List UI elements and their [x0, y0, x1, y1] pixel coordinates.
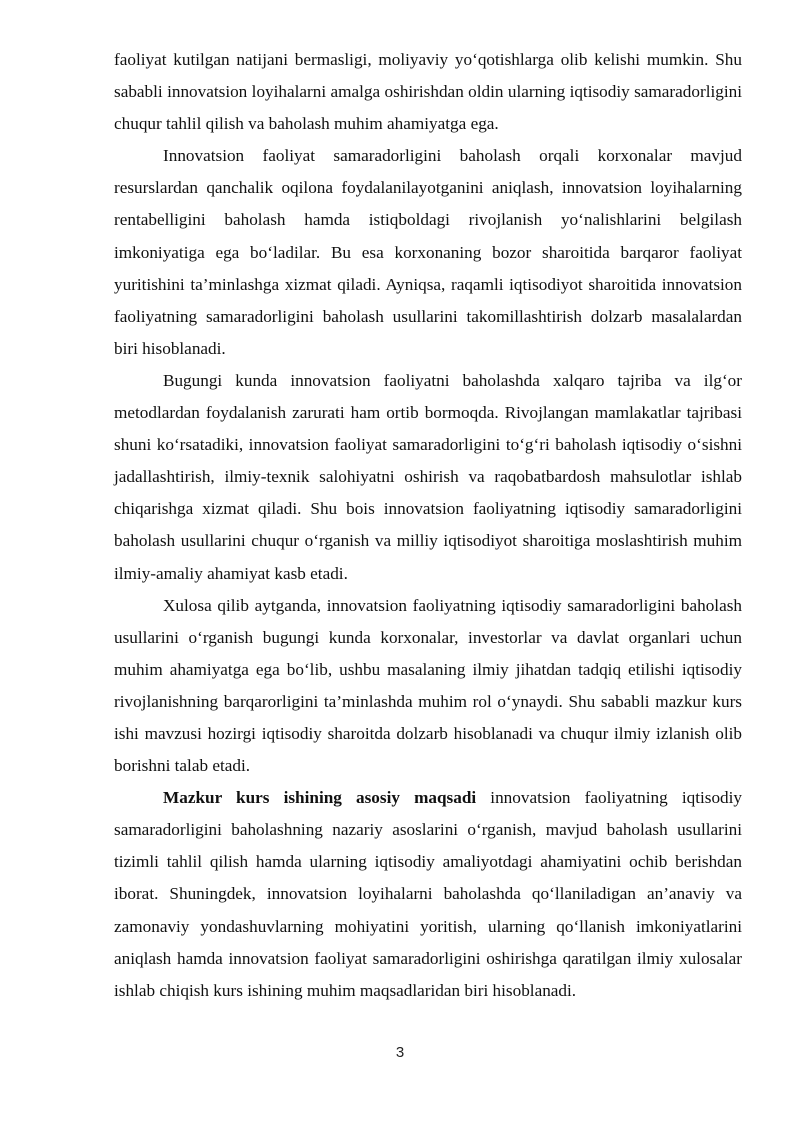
page-number: 3 [395, 1044, 405, 1061]
paragraph-conclusion: Xulosa qilib aytganda, innovatsion faoliyatning iqtisodiy samaradorligini baholash usullarini o‘rganish bugungi kunda korxonalar, investorlar va davlat organlari uchun muhim ahamiyatga ega bo‘lib, ushbu masalaning ilmiy jihatdan tadqiq etilishi iqtisodiy rivojlanishning barqarorligini ta’minlashda muhim rol o‘ynaydi. Shu sababli mazkur kurs ishi mavzusi hozirgi iqtisodiy sharoitda dolzarb hisoblanadi va chuqur ilmiy izlanish olib borishni talab etadi. [114, 595, 742, 776]
paragraph-international-experience: Bugungi kunda innovatsion faoliyatni baholashda xalqaro tajriba va ilg‘or metodlardan foydalanish zarurati ham ortib bormoqda. Rivojlangan mamlakatlar tajribasi shuni ko‘rsatadiki, innovatsion faoliyat samaradorligini to‘g‘ri baholash iqtisodiy o‘sishni jadallashtirish, ilmiy-texnik salohiyatni oshirish va raqobatbardosh mahsulotlar ishlab chiqarishga xizmat qiladi. Shu bois innovatsion faoliyatning iqtisodiy samaradorligini baholash usullarini chuqur o‘rganish va milliy iqtisodiyot sharoitiga moslashtirish muhim ilmiy-amaliy ahamiyat kasb etadi. [114, 370, 742, 583]
main-goal-text: innovatsion faoliyatning iqtisodiy samaradorligini baholashning nazariy asoslarini o‘rganish, mavjud baholash usullarini tizimli tahlil qilish hamda ularning iqtisodiy amaliyotdagi ahamiyatini ochib berishdan iborat. Shuningdek, innovatsion loyihalarni baholashda qo‘llaniladigan an’anaviy va zamonaviy yondashuvlarning mohiyatini yoritish, ularning qo‘llanish imkoniyatlarini aniqlash hamda innovatsion faoliyat samaradorligini oshirishga qaratilgan ilmiy xulosalar ishlab chiqish kurs ishining muhim maqsadlaridan biri hisoblanadi. [114, 788, 743, 1000]
paragraph-continuation: faoliyat kutilgan natijani bermasligi, moliyaviy yo‘qotishlarga olib kelishi mumkin. Shu sababli innovatsion loyihalarni amalga oshirishdan oldin ularning iqtisodiy samaradorligini chuqur tahlil qilish va baholash muhim ahamiyatga ega. [114, 50, 742, 134]
main-goal-lead: Mazkur kurs ishining asosiy maqsadi [163, 788, 477, 808]
paragraph-main-goal [114, 782, 742, 1007]
document-body [114, 44, 742, 1007]
paragraph-evaluation-benefits: Innovatsion faoliyat samaradorligini baholash orqali korxonalar mavjud resurslardan qanchalik oqilona foydalanilayotganini aniqlash, innovatsion loyihalarning rentabelligini baholash hamda istiqboldagi rivojlanish yo‘nalishlarini belgilash imkoniyatiga ega bo‘ladilar. Bu esa korxonaning bozor sharoitida barqaror faoliyat yuritishini ta’minlashga xizmat qiladi. Ayniqsa, raqamli iqtisodiyot sharoitida innovatsion faoliyatning samaradorligini baholash usullarini takomillashtirish dolzarb masalalardan biri hisoblanadi. [114, 146, 742, 358]
